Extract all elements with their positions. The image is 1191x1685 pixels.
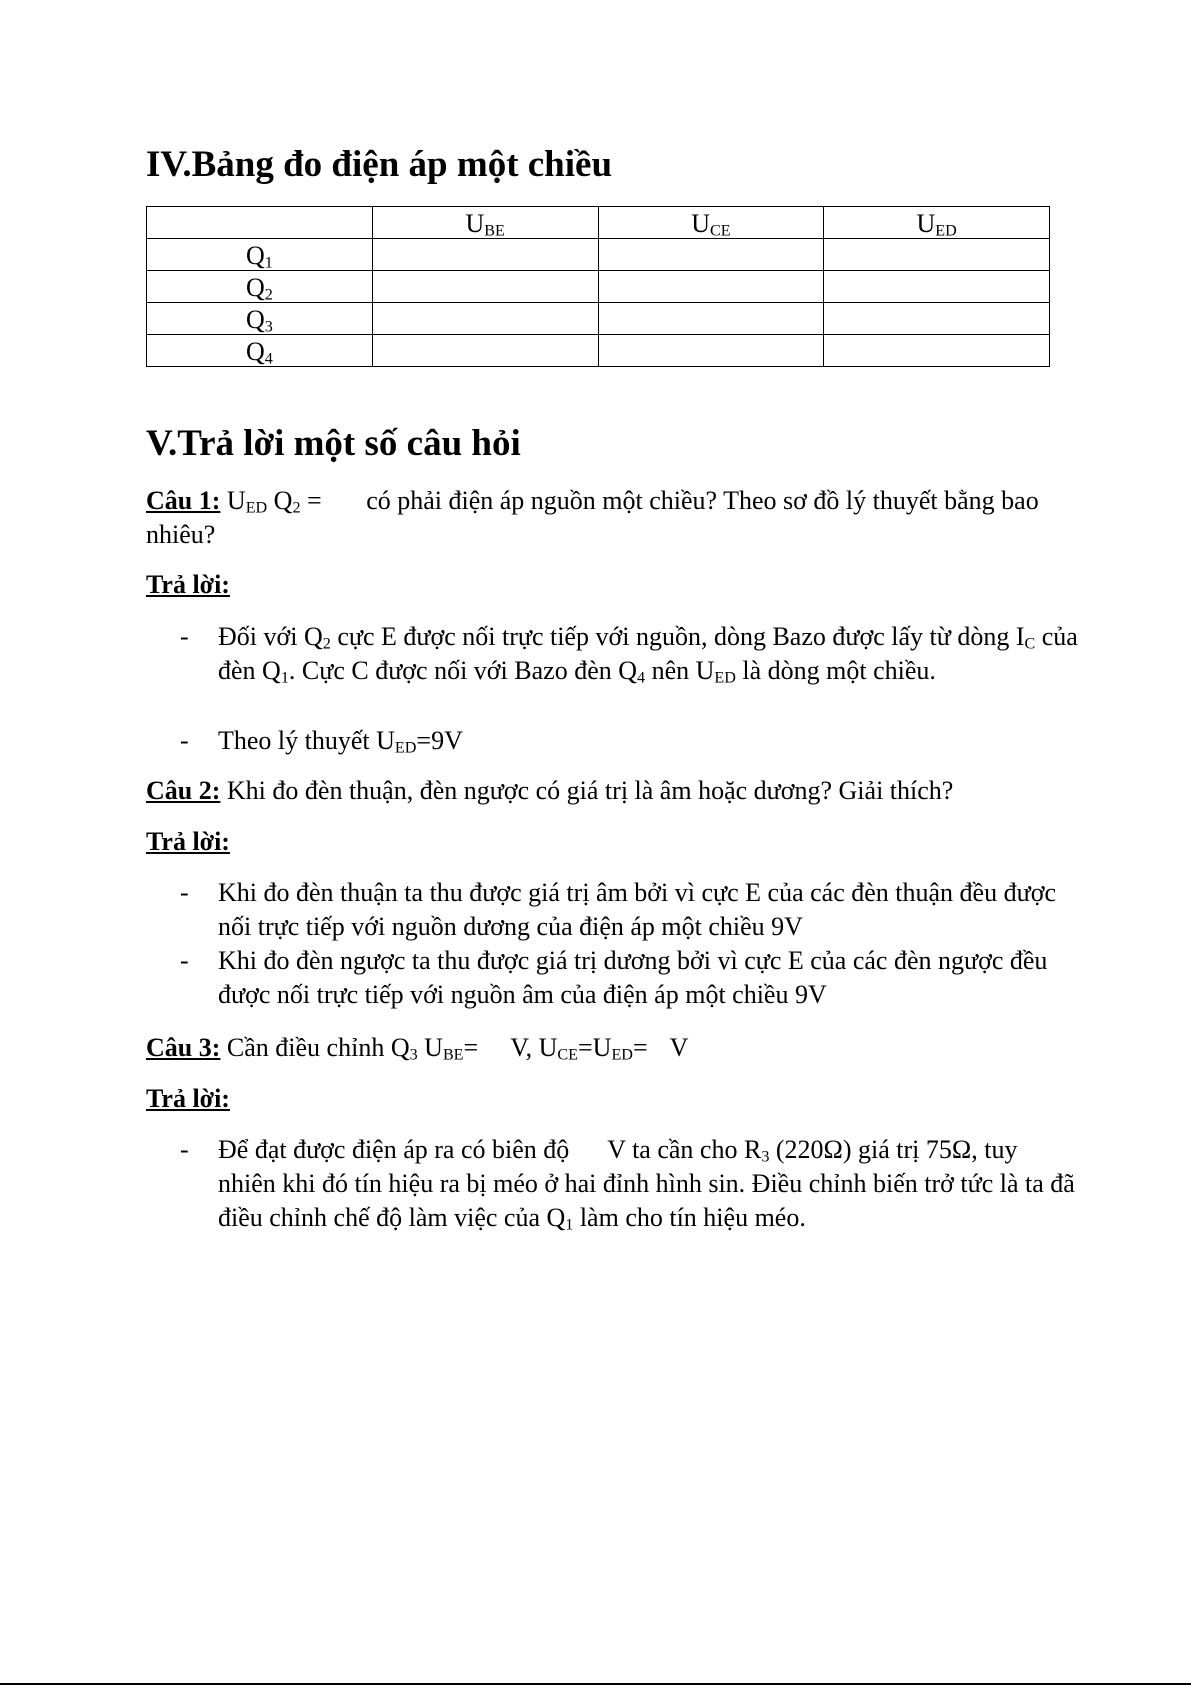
table-cell <box>372 271 598 303</box>
table-cell <box>598 271 824 303</box>
table-header-ued: $U_{ED}$ <box>824 207 1050 239</box>
table-row <box>147 303 1050 335</box>
table-header-uce: $U_{CE}$ <box>598 207 824 239</box>
row-label-q3: $Q_3$ <box>147 303 373 335</box>
table-cell <box>824 271 1050 303</box>
answer-1-bullet-2: - Theo lý thuyết $U_{ED}=9V$ <box>180 726 463 757</box>
row-label-q1: $Q_1$ <box>147 239 373 271</box>
dc-voltage-table <box>146 206 1050 367</box>
table-cell <box>372 335 598 367</box>
question-3-label: Câu 3: <box>146 1033 221 1062</box>
answer-3-label: Trả lời: <box>146 1084 230 1113</box>
table-row <box>147 335 1050 367</box>
table-cell <box>824 335 1050 367</box>
answer-3-bullet-1: - Để đạt được điện áp ra có biên độ V ta cần cho $R_3$ (220Ω) giá trị 75Ω, tuy nhiên khi đó tín hiệu ra bị méo ở hai đỉnh hình sin. Điều chỉnh biến trở tức là ta đã điều chỉnh chế độ làm việc của $Q_1$ làm cho tín hiệu méo. <box>180 1135 1075 1234</box>
table-row <box>147 271 1050 303</box>
answer-2-bullet-1: - Khi đo đèn thuận ta thu được giá trị âm bởi vì cực E của các đèn thuận đều được nối trực tiếp với nguồn dương của điện áp một chiều 9V <box>180 878 1056 941</box>
answer-2-label: Trả lời: <box>146 827 230 856</box>
table-row <box>147 239 1050 271</box>
table-header-ube: $U_{BE}$ <box>372 207 598 239</box>
answer-1-bullet-1: - Đối với $Q_2$ cực E được nối trực tiếp với nguồn, dòng Bazo được lấy từ dòng $I_C$ của đèn $Q_1$. Cực C được nối với Bazo đèn $Q_4$ nên $U_{ED}$ là dòng một chiều. <box>180 622 1078 687</box>
row-label-q2: $Q_2$ <box>147 271 373 303</box>
table-cell <box>372 239 598 271</box>
table-cell <box>598 303 824 335</box>
question-2: Câu 2: Khi đo đèn thuận, đèn ngược có giá trị là âm hoặc dương? Giải thích? <box>146 776 954 805</box>
table-cell <box>372 303 598 335</box>
section-heading-dc-voltage-table: IV.Bảng đo điện áp một chiều <box>146 144 613 185</box>
section-heading-questions: V.Trả lời một số câu hỏi <box>146 423 521 464</box>
table-cell <box>824 239 1050 271</box>
table-header-row <box>147 207 1050 239</box>
question-3: Câu 3: Cần điều chỉnh $Q_3$ $U_{BE}= V$, $U_{CE}=U_{ED}= V$ <box>146 1033 689 1064</box>
table-header-blank <box>147 207 373 239</box>
answer-1-label: Trả lời: <box>146 570 230 599</box>
answer-2-bullet-2: - Khi đo đèn ngược ta thu được giá trị dương bởi vì cực E của các đèn ngược đều được nối trực tiếp với nguồn âm của điện áp một chiều 9V <box>180 946 1048 1009</box>
question-1-label: Câu 1: <box>146 486 221 515</box>
table-cell <box>598 335 824 367</box>
table-cell <box>598 239 824 271</box>
row-label-q4: $Q_4$ <box>147 335 373 367</box>
table-cell <box>824 303 1050 335</box>
question-1: Câu 1: $U_{ED}$ $Q_2$ = có phải điện áp nguồn một chiều? Theo sơ đồ lý thuyết bằng bao nhiêu? <box>146 486 1039 549</box>
question-2-label: Câu 2: <box>146 776 221 805</box>
